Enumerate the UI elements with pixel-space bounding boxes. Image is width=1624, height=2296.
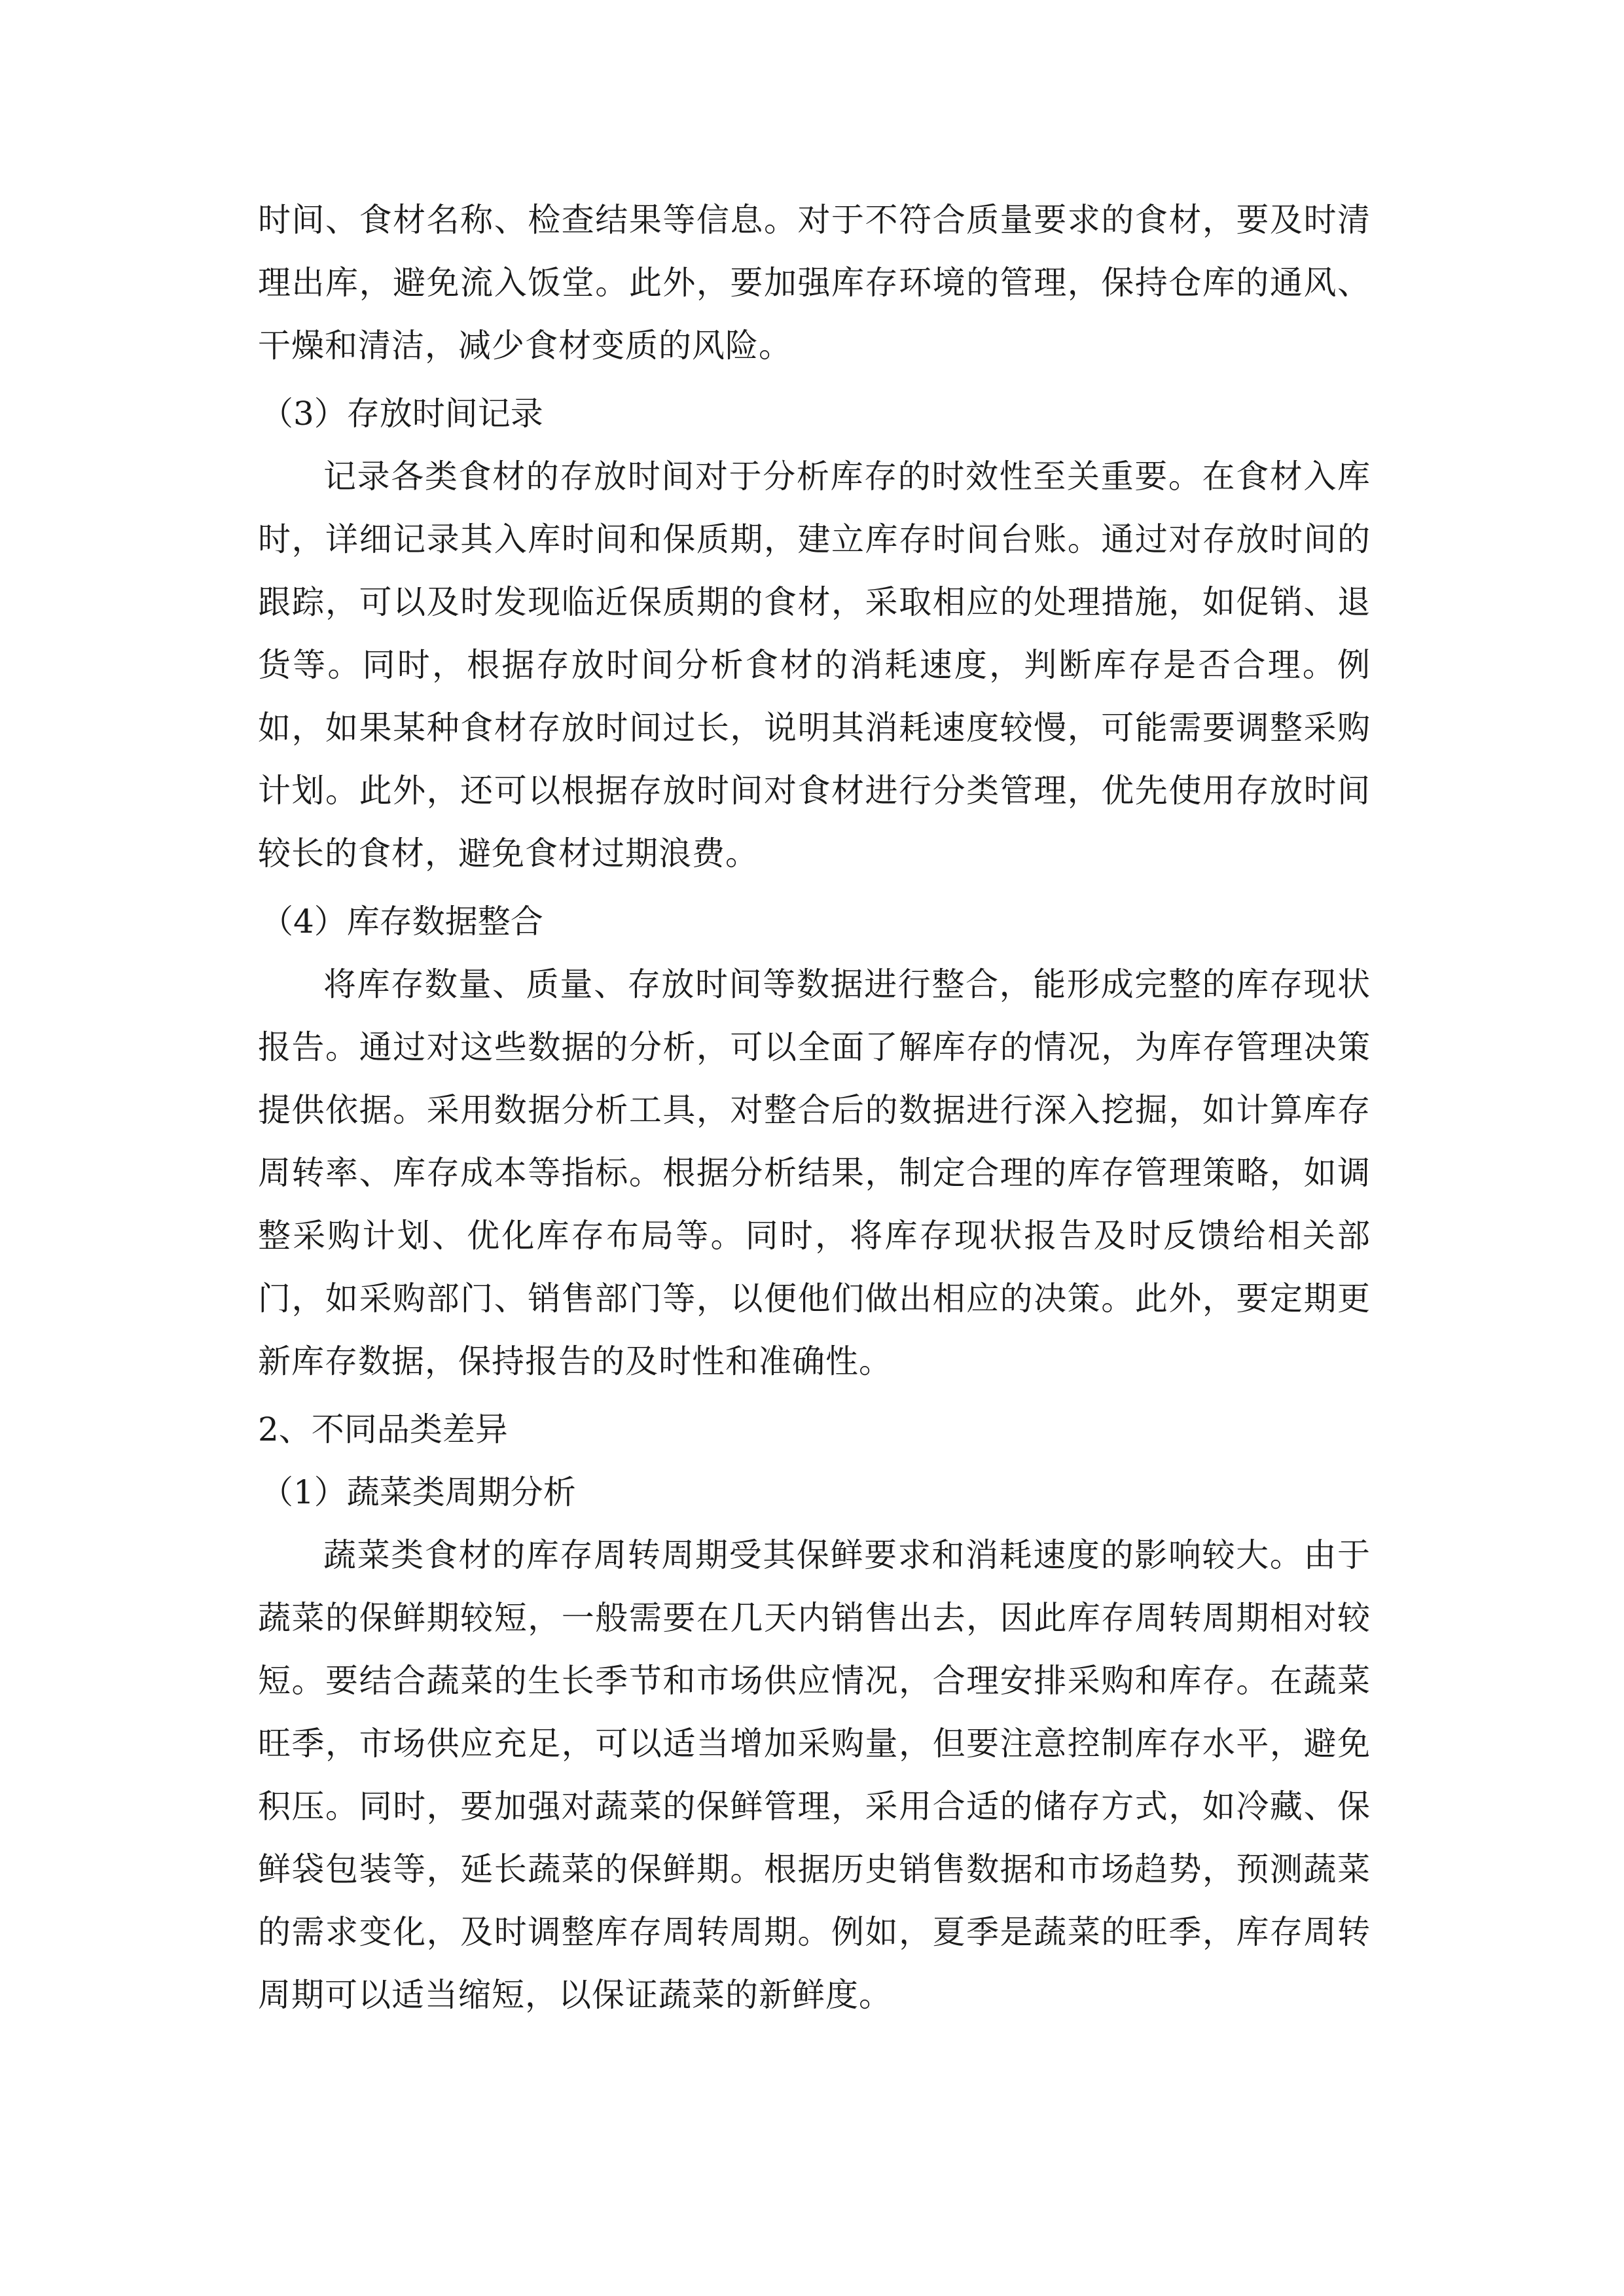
document-page bbox=[258, 188, 1371, 2026]
paragraph-data-integration: 将库存数量、质量、存放时间等数据进行整合，能形成完整的库存现状报告。通过对这些数据的分析，可以全面了解库存的情况，为库存管理决策提供依据。采用数据分析工具，对整合后的数据进行深入挖掘，如计算库存周转率、库存成本等指标。根据分析结果，制定合理的库存管理策略，如调整采购计划、优化库存布局等。同时，将库存现状报告及时反馈给相关部门，如采购部门、销售部门等，以便他们做出相应的决策。此外，要定期更新库存数据，保持报告的及时性和准确性。 bbox=[258, 965, 1371, 1380]
subheading-data-integration: （4）库存数据整合 bbox=[261, 903, 543, 941]
paragraph-storage-time: 记录各类食材的存放时间对于分析库存的时效性至关重要。在食材入库时，详细记录其入库时间和保质期，建立库存时间台账。通过对存放时间的跟踪，可以及时发现临近保质期的食材，采取相应的处理措施，如促销、退货等。同时，根据存放时间分析食材的消耗速度，判断库存是否合理。例如，如果某种食材存放时间过长，说明其消耗速度较慢，可能需要调整采购计划。此外，还可以根据存放时间对食材进行分类管理，优先使用存放时间较长的食材，避免食材过期浪费。 bbox=[258, 457, 1371, 872]
section-heading-category-differences: 2、不同品类差异 bbox=[258, 1410, 508, 1448]
subheading-storage-time: （3）存放时间记录 bbox=[261, 395, 543, 433]
paragraph-continued: 时间、食材名称、检查结果等信息。对于不符合质量要求的食材，要及时清理出库，避免流入饭堂。此外，要加强库存环境的管理，保持仓库的通风、干燥和清洁，减少食材变质的风险。 bbox=[258, 201, 1371, 365]
paragraph-vegetable-cycle: 蔬菜类食材的库存周转周期受其保鲜要求和消耗速度的影响较大。由于蔬菜的保鲜期较短，一般需要在几天内销售出去，因此库存周转周期相对较短。要结合蔬菜的生长季节和市场供应情况，合理安排采购和库存。在蔬菜旺季，市场供应充足，可以适当增加采购量，但要注意控制库存水平，避免积压。同时，要加强对蔬菜的保鲜管理，采用合适的储存方式，如冷藏、保鲜袋包装等，延长蔬菜的保鲜期。根据历史销售数据和市场趋势，预测蔬菜的需求变化，及时调整库存周转周期。例如，夏季是蔬菜的旺季，库存周转周期可以适当缩短，以保证蔬菜的新鲜度。 bbox=[258, 1536, 1371, 2014]
subheading-vegetable-cycle: （1）蔬菜类周期分析 bbox=[261, 1473, 576, 1511]
